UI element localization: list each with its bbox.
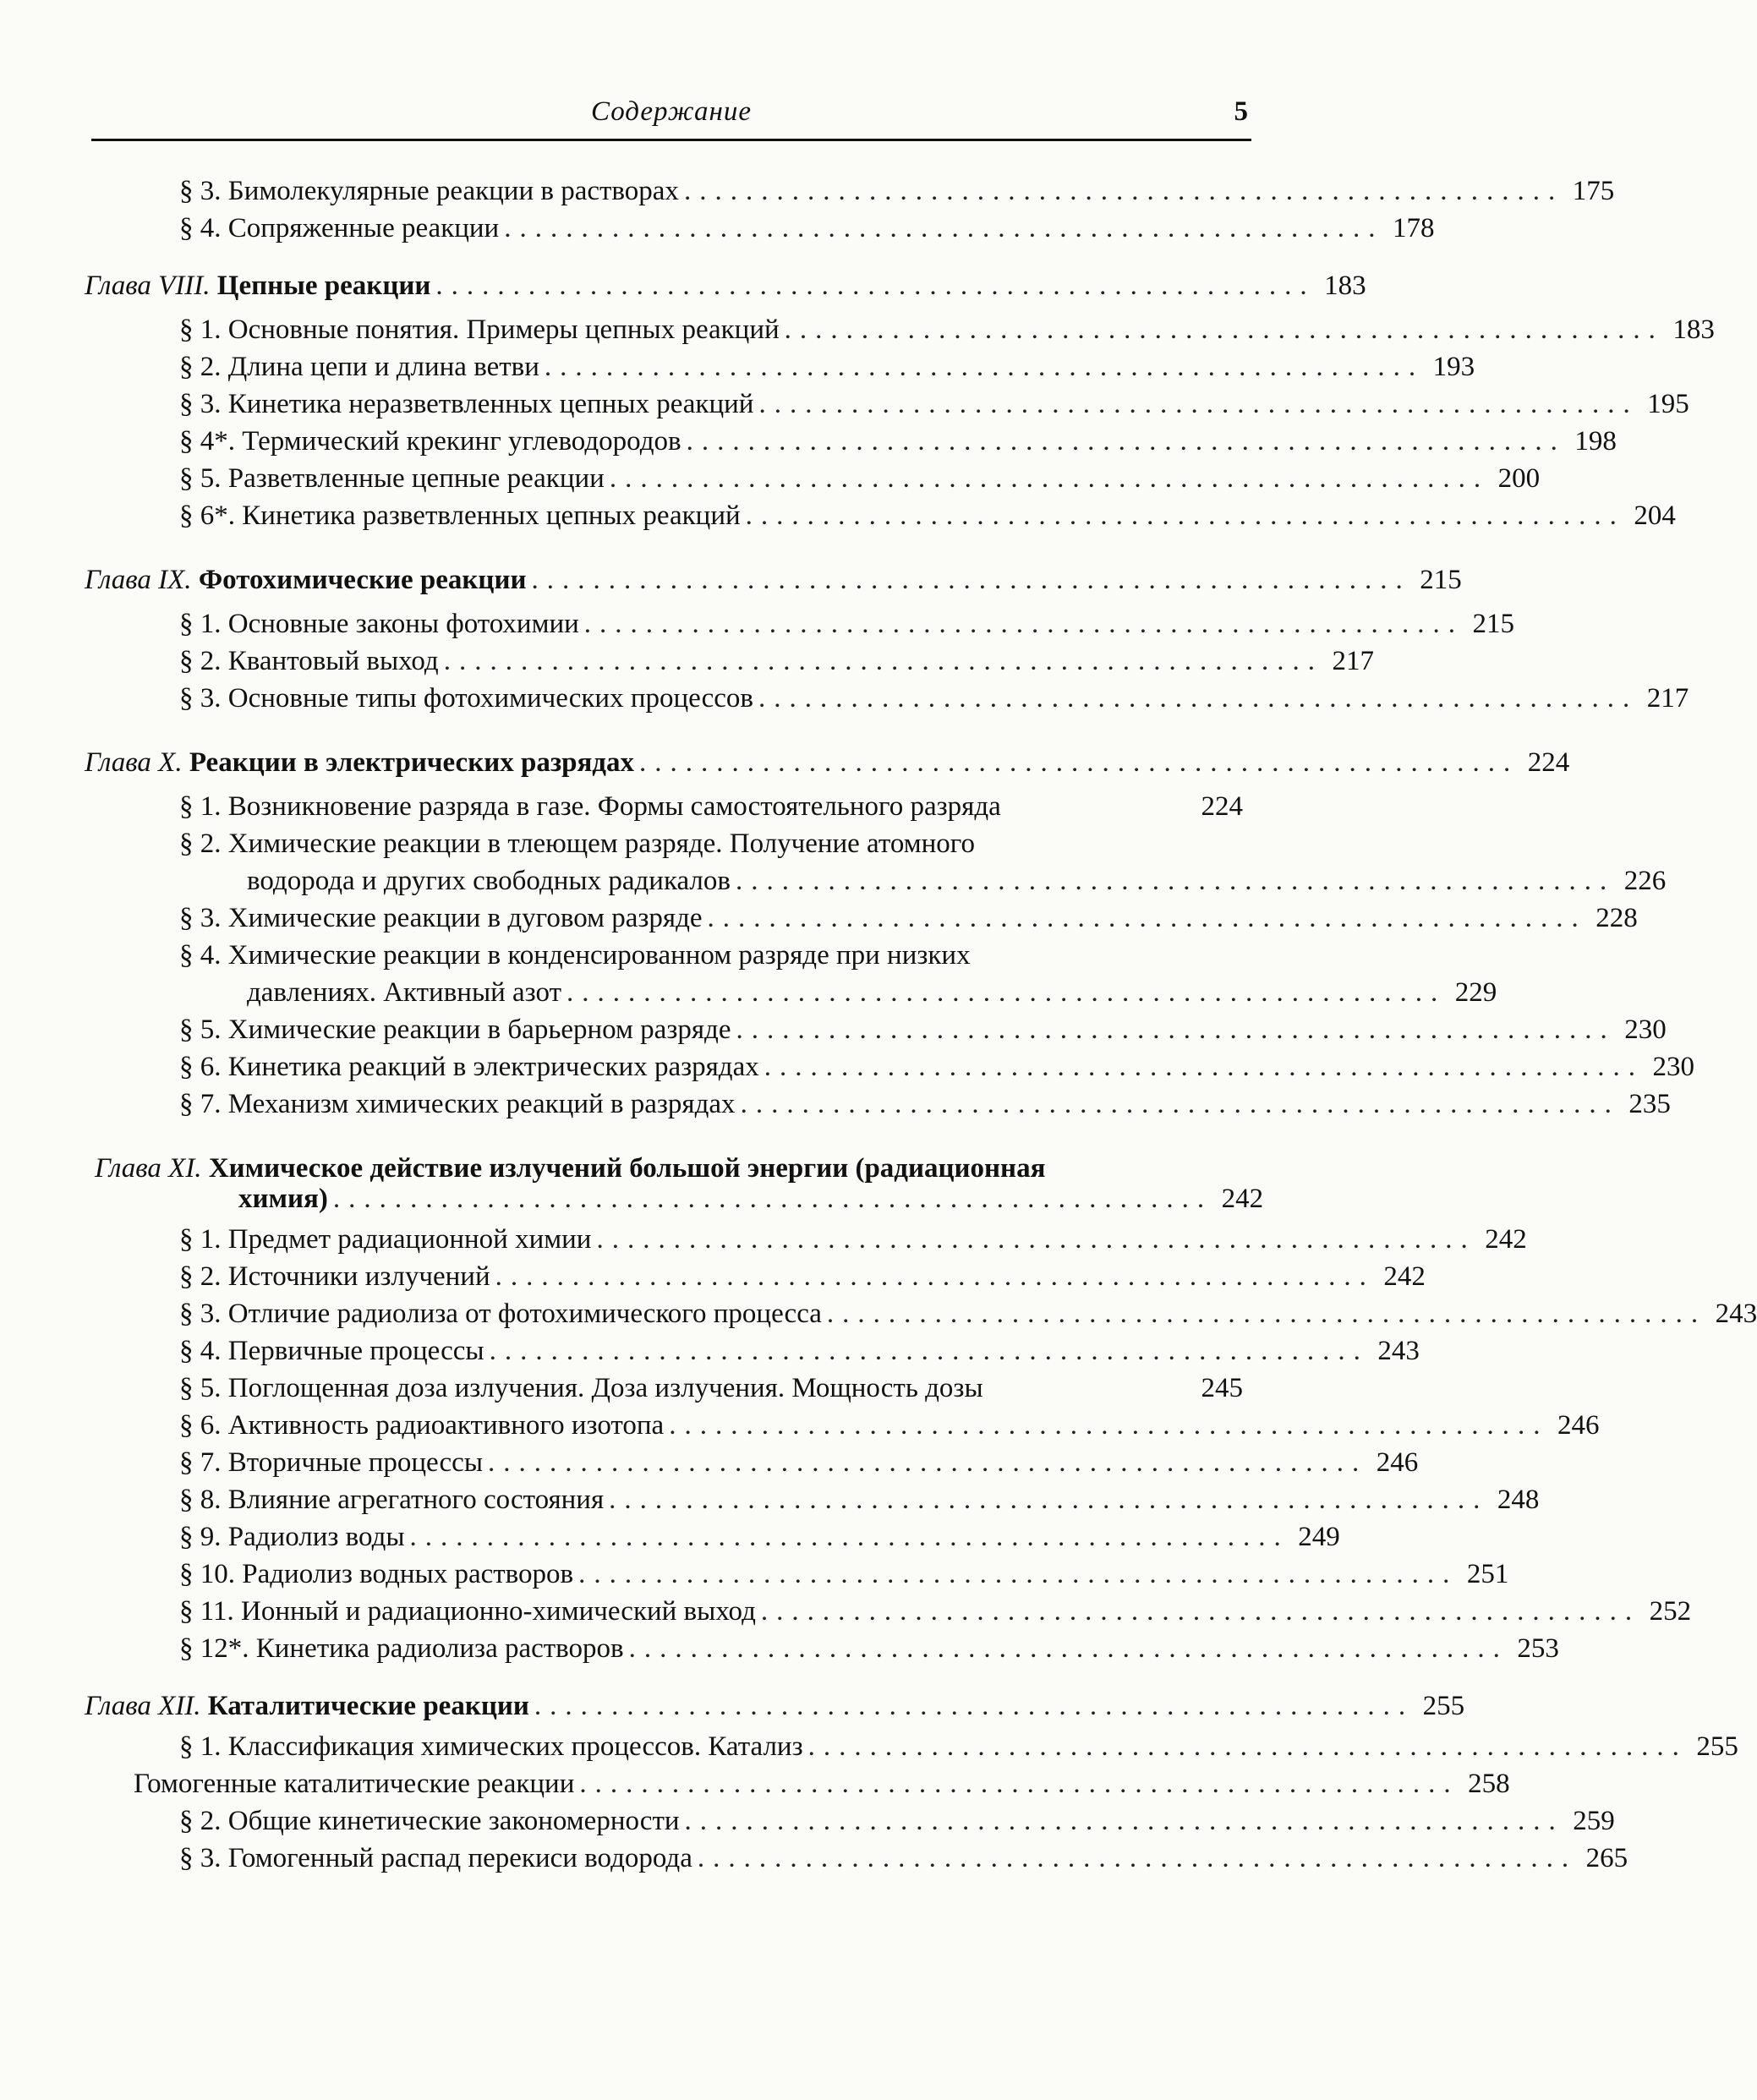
running-head-title: Содержание: [590, 96, 752, 127]
toc-entry-page: 226: [1623, 866, 1667, 896]
leader-dots: .........................................................: [609, 463, 1490, 494]
toc-entry-title: § 3. Бимолекулярные реакции в растворах: [179, 176, 679, 206]
toc-entry-title: § 2. Химические реакции в тлеющем разряде. Получение атомного: [179, 829, 975, 859]
toc-chapter: [85, 267, 1366, 304]
toc-chapter: [85, 1687, 1465, 1725]
toc-entry-page: 242: [1383, 1261, 1426, 1292]
leader-dots: .........................................................: [443, 646, 1323, 676]
toc-entry: [179, 460, 1541, 497]
leader-dots: .........................................................: [609, 1485, 1489, 1515]
toc-subheading: [134, 1765, 1510, 1802]
leader-dots: .........................................................: [567, 977, 1447, 1008]
leader-dots: .........................................................: [686, 426, 1566, 457]
leader-dots: .........................................................: [578, 1559, 1459, 1589]
chapter-number: Глава XI.: [95, 1153, 202, 1184]
toc-entry-title: § 6*. Кинетика разветвленных цепных реакций: [179, 500, 741, 531]
toc-entry: [179, 1370, 1243, 1407]
toc-entry-page: 248: [1497, 1485, 1540, 1515]
leader-dots: .........................................................: [758, 389, 1639, 419]
toc-entry: [179, 788, 1243, 825]
leader-dots: .........................................................: [740, 1089, 1620, 1119]
toc-entry: [247, 974, 1497, 1011]
toc-entry-page: 183: [1324, 271, 1366, 301]
toc-entry: [179, 643, 1374, 680]
toc-entry: [247, 862, 1667, 900]
toc-entry-title: § 3. Основные типы фотохимических процессов: [179, 683, 753, 714]
toc-entry: [179, 423, 1617, 460]
toc-entry-title: § 3. Химические реакции в дуговом разряде: [179, 903, 703, 933]
toc-entry: [179, 900, 1638, 937]
leader-dots: .........................................................: [489, 1336, 1369, 1366]
toc-entry: [179, 1086, 1671, 1123]
leader-dots: .........................................................: [697, 1843, 1578, 1873]
toc-entry: [179, 1048, 1694, 1086]
running-head: [91, 91, 1251, 145]
toc-entry-page: 242: [1485, 1224, 1527, 1255]
toc-entry: [179, 1840, 1628, 1877]
toc-entry-title: § 6. Кинетика реакций в электрических разрядах: [179, 1052, 759, 1082]
chapter-number: Глава XII.: [85, 1691, 201, 1721]
leader-dots: .........................................................: [504, 213, 1384, 243]
toc-entry: [179, 605, 1515, 643]
toc-entry: [179, 1295, 1757, 1332]
toc-entry-title: § 11. Ионный и радиационно-химический выход: [179, 1596, 756, 1627]
toc-entry-page: 246: [1557, 1410, 1600, 1441]
chapter-number: Глава X.: [85, 747, 183, 778]
toc-entry-title-continued: давлениях. Активный азот: [247, 977, 562, 1008]
leader-dots: .........................................................: [764, 1052, 1644, 1082]
toc-entry-page: 253: [1517, 1633, 1559, 1664]
toc-entry-page: 235: [1628, 1089, 1671, 1119]
toc-entry-page: 252: [1649, 1596, 1692, 1627]
toc-entry-page: 255: [1696, 1731, 1738, 1762]
toc-entry: [179, 210, 1435, 247]
toc-entry-page: 175: [1572, 176, 1615, 206]
chapter-title-continued: химия): [238, 1184, 328, 1214]
toc-entry-page: 224: [1201, 791, 1243, 822]
chapter-number: Глава VIII.: [85, 271, 211, 301]
toc-entry-title: § 5. Поглощенная доза излучения. Доза излучения. Мощность дозы: [179, 1373, 983, 1403]
toc-entry-page: 183: [1672, 314, 1715, 345]
toc-entry-page: 224: [1527, 747, 1570, 778]
toc-entry-title: § 4. Первичные процессы: [179, 1336, 484, 1366]
chapter-title: Фотохимические реакции: [198, 565, 527, 595]
chapter-title: Реакции в электрических разрядах: [189, 747, 634, 778]
toc-entry-page: 229: [1454, 977, 1497, 1008]
toc-entry-page: 204: [1634, 500, 1676, 531]
toc-entry: [179, 680, 1689, 717]
toc-entry-page: 178: [1392, 213, 1435, 243]
toc-entry-title: § 2. Источники излучений: [179, 1261, 490, 1292]
leader-dots: .........................................................: [683, 176, 1564, 206]
toc-entry: [179, 348, 1475, 386]
toc-entry-title: § 9. Радиолиз воды: [179, 1522, 405, 1552]
toc-entry: [179, 497, 1676, 534]
leader-dots: .........................................................: [332, 1184, 1213, 1214]
toc-entry-page: 265: [1585, 1843, 1628, 1873]
toc-entry-page: 255: [1422, 1691, 1465, 1721]
toc-entry-page: 217: [1646, 683, 1689, 714]
leader-dots: .........................................................: [735, 866, 1616, 896]
toc-entry-title: § 3. Кинетика неразветвленных цепных реакций: [179, 389, 754, 419]
toc-entry-page: 242: [1221, 1184, 1264, 1214]
leader-dots: .........................................................: [784, 314, 1664, 345]
leader-dots: .........................................................: [409, 1522, 1289, 1552]
toc-entry: [179, 1802, 1615, 1840]
toc-entry-title: Гомогенные каталитические реакции: [134, 1769, 575, 1799]
leader-dots: .........................................................: [488, 1447, 1368, 1478]
toc-entry-title: § 12*. Кинетика радиолиза растворов: [179, 1633, 624, 1664]
toc-chapter-continued: [238, 1180, 1264, 1217]
chapter-title: Химическое действие излучений большой энергии (радиационная: [208, 1153, 1046, 1184]
toc-entry-title: § 8. Влияние агрегатного состояния: [179, 1485, 605, 1515]
leader-dots: .........................................................: [435, 271, 1316, 301]
toc-entry-title-continued: водорода и других свободных радикалов: [247, 866, 731, 896]
leader-dots: .........................................................: [596, 1224, 1476, 1255]
toc-entry-title: § 7. Вторичные процессы: [179, 1447, 483, 1478]
toc-entry: [179, 1221, 1527, 1258]
toc-entry-page: 215: [1472, 609, 1515, 639]
toc-entry-page: 243: [1715, 1299, 1757, 1329]
chapter-title: Цепные реакции: [216, 271, 431, 301]
leader-dots: .........................................................: [534, 1691, 1415, 1721]
leader-dots: .........................................................: [544, 352, 1425, 382]
toc-entry-title: § 5. Химические реакции в барьерном разряде: [179, 1014, 731, 1045]
toc-entry: [179, 1444, 1419, 1481]
leader-dots: .........................................................: [583, 609, 1464, 639]
leader-dots: .........................................................: [639, 747, 1519, 778]
leader-dots: .........................................................: [758, 683, 1639, 714]
toc-chapter: [85, 744, 1570, 781]
toc-entry-title: § 7. Механизм химических реакций в разрядах: [179, 1089, 736, 1119]
toc-entry: [179, 1407, 1600, 1444]
toc-entry-title: § 2. Длина цепи и длина ветви: [179, 352, 539, 382]
toc-entry: [179, 311, 1715, 348]
leader-dots: .........................................................: [684, 1806, 1564, 1836]
toc-entry-page: 195: [1647, 389, 1689, 419]
toc-entry: [179, 1332, 1420, 1370]
toc-entry-title: § 2. Общие кинетические закономерности: [179, 1806, 680, 1836]
chapter-number: Глава IX.: [85, 565, 192, 595]
toc-entry-page: 217: [1332, 646, 1374, 676]
leader-dots: .........................................................: [495, 1261, 1375, 1292]
toc-entry-page: 243: [1377, 1336, 1420, 1366]
leader-dots: .........................................................: [745, 500, 1625, 531]
leader-dots: .........................................................: [531, 565, 1411, 595]
toc-entry-page: 200: [1497, 463, 1541, 494]
toc-entry: [179, 1518, 1340, 1556]
toc-entry: [179, 1630, 1559, 1667]
leader-dots: .........................................................: [707, 903, 1587, 933]
toc-entry-title: § 1. Классификация химических процессов. Катализ: [179, 1731, 803, 1762]
toc-entry-title: § 4. Сопряженные реакции: [179, 213, 500, 243]
chapter-title: Каталитические реакции: [207, 1691, 529, 1721]
leader-dots: .........................................................: [807, 1731, 1688, 1762]
toc-entry-title: § 1. Основные законы фотохимии: [179, 609, 579, 639]
toc-entry: [179, 386, 1689, 423]
leader-dots: .........................................................: [760, 1596, 1641, 1627]
leader-dots: .........................................................: [669, 1410, 1549, 1441]
toc-entry-page: 245: [1201, 1373, 1243, 1403]
toc-entry-title: § 2. Квантовый выход: [179, 646, 439, 676]
toc-entry-page: 249: [1298, 1522, 1340, 1552]
toc-chapter: [85, 561, 1462, 599]
leader-dots: .........................................................: [628, 1633, 1508, 1664]
toc-entry: [179, 1481, 1540, 1518]
toc-entry-page: 230: [1624, 1014, 1667, 1045]
leader-dots: .........................................................: [579, 1769, 1459, 1799]
toc-entry-title: § 4*. Термический крекинг углеводородов: [179, 426, 681, 457]
toc-entry: [179, 1728, 1738, 1765]
page-number: 5: [1234, 96, 1248, 127]
toc-entry-page: 215: [1420, 565, 1462, 595]
header-rule: [91, 139, 1251, 141]
toc-entry-title: § 1. Возникновение разряда в газе. Формы самостоятельного разряда: [179, 791, 1001, 822]
toc-entry-title: § 3. Гомогенный распад перекиси водорода: [179, 1843, 692, 1873]
toc-entry-title: § 5. Разветвленные цепные реакции: [179, 463, 605, 494]
toc-entry-title: § 4. Химические реакции в конденсированном разряде при низких: [179, 940, 971, 971]
toc-entry-page: 259: [1573, 1806, 1615, 1836]
toc-entry-title: § 1. Основные понятия. Примеры цепных реакций: [179, 314, 780, 345]
toc-entry-title: § 3. Отличие радиолиза от фотохимического процесса: [179, 1299, 822, 1329]
toc-entry-title: § 6. Активность радиоактивного изотопа: [179, 1410, 665, 1441]
toc-entry: [179, 1011, 1667, 1048]
toc-entry: [179, 172, 1615, 210]
toc-entry-page: 193: [1432, 352, 1475, 382]
toc-entry: [179, 1593, 1692, 1630]
toc-entry: [179, 1258, 1426, 1295]
leader-dots: .........................................................: [826, 1299, 1707, 1329]
toc-entry-page: 198: [1574, 426, 1617, 457]
toc-entry: [179, 1556, 1509, 1593]
toc-entry-page: 246: [1376, 1447, 1419, 1478]
toc-entry-page: 258: [1468, 1769, 1510, 1799]
toc-entry-title: § 1. Предмет радиационной химии: [179, 1224, 592, 1255]
toc-entry-page: 251: [1466, 1559, 1509, 1589]
toc-entry-page: 230: [1652, 1052, 1694, 1082]
toc-entry-page: 228: [1596, 903, 1638, 933]
leader-dots: .........................................................: [736, 1014, 1616, 1045]
toc-entry-title: § 10. Радиолиз водных растворов: [179, 1559, 574, 1589]
